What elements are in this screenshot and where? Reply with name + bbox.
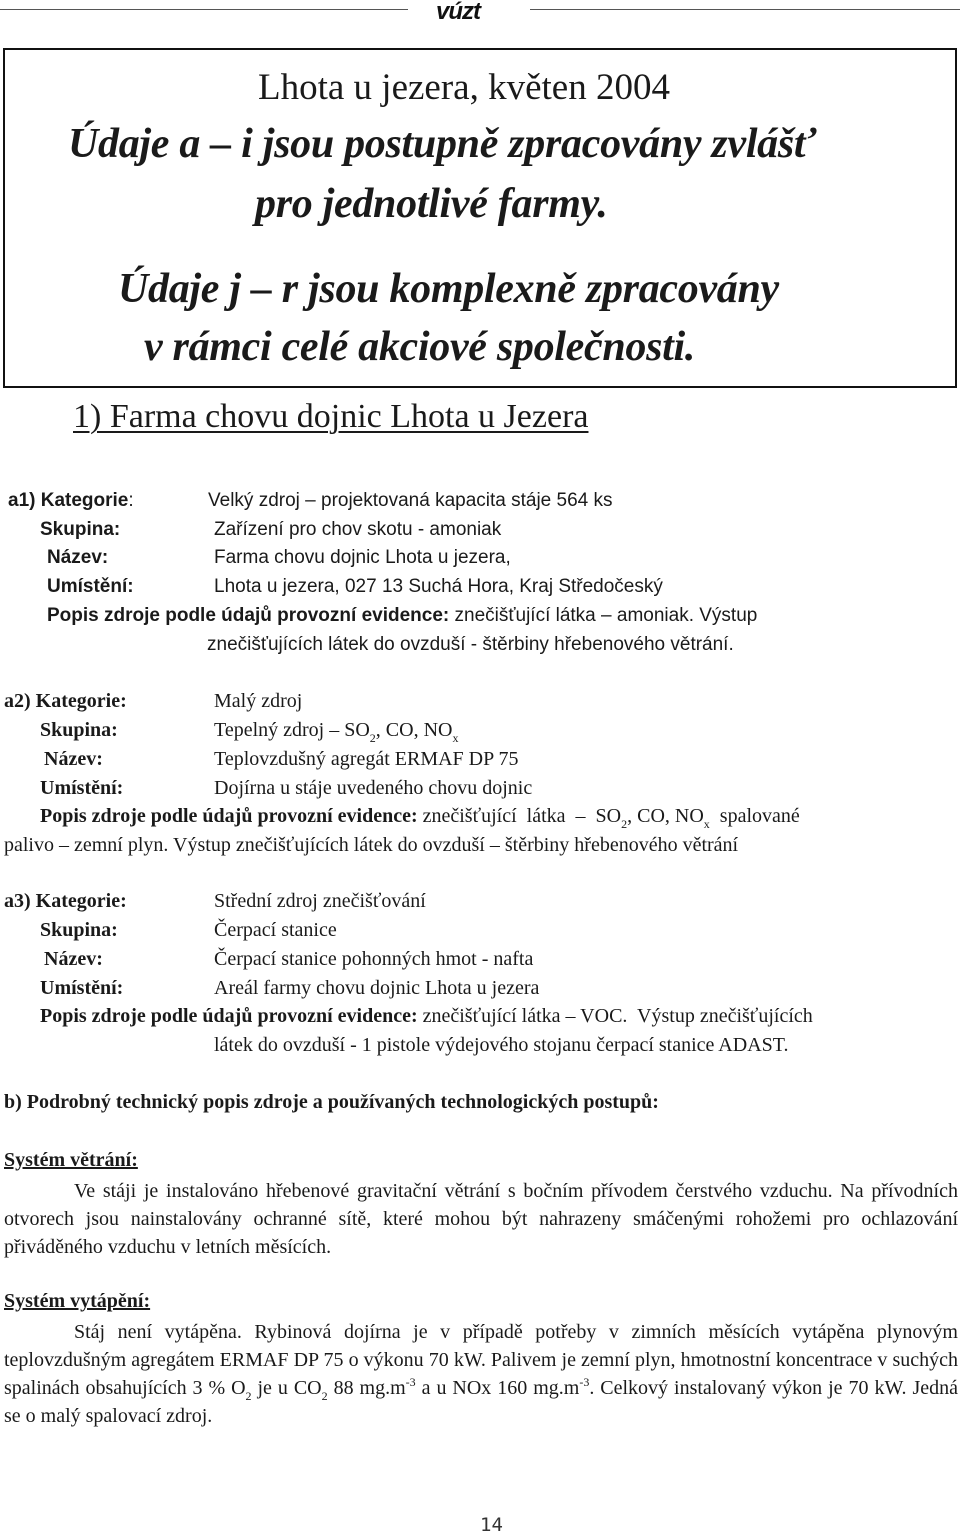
notice-line-1: Údaje a – i jsou postupně zpracovány zvlášť xyxy=(68,121,816,167)
farm-title: 1) Farma chovu dojnic Lhota u Jezera xyxy=(73,398,589,435)
vetrani-heading: Systém větrání: xyxy=(4,1149,138,1171)
a2-kategorie-label: a2) Kategorie: xyxy=(4,690,127,712)
notice-line-2: pro jednotlivé farmy. xyxy=(255,181,608,227)
vytapeni-heading: Systém vytápění: xyxy=(4,1290,151,1312)
a3-nazev-value: Čerpací stanice pohonných hmot - nafta xyxy=(214,948,534,970)
notice-line-3: Údaje j – r jsou komplexně zpracovány xyxy=(118,266,779,312)
notice-line-4: v rámci celé akciové společnosti. xyxy=(144,324,696,370)
a3-skupina-label: Skupina: xyxy=(40,919,118,941)
a1-umisteni-value: Lhota u jezera, 027 13 Suchá Hora, Kraj Středočeský xyxy=(214,576,663,597)
page-number: 14 xyxy=(480,1514,503,1536)
a1-nazev-label: Název: xyxy=(47,547,109,568)
a1-popis: Popis zdroje podle údajů provozní evidence: znečišťující látka – amoniak. Výstup xyxy=(47,605,758,626)
a1-skupina-label: Skupina: xyxy=(40,519,121,540)
a2-skupina-value: Tepelný zdroj – $SO_2$, CO, $NO_x$ xyxy=(214,719,459,745)
vetrani-text: Ve stáji je instalováno hřebenové gravitační větrání s bočním přívodem čerstvého vzduchu. Na přívodních otvorech jsou nainstalovány ochranné sítě, které mohou být nahrazeny smáčenými rohožemi pro ochlazování přiváděného vzduchu v letních měsících. xyxy=(4,1180,958,1258)
a3-nazev-label: Název: xyxy=(44,948,103,970)
a3-popis: Popis zdroje podle údajů provozní evidence: znečišťující látka – VOC. Výstup znečišťujících xyxy=(40,1005,813,1027)
a2-popis-line2: palivo – zemní plyn. Výstup znečišťujících látek do ovzduší – štěrbiny hřebenového větrání xyxy=(4,834,739,856)
section-b-heading: b) Podrobný technický popis zdroje a používaných technologických postupů: xyxy=(4,1091,659,1113)
a1-kategorie-value: Velký zdroj – projektovaná kapacita stáje 564 ks xyxy=(208,490,613,511)
a1-popis-line2: znečišťujících látek do ovzduší - štěrbiny hřebenového větrání. xyxy=(207,634,734,655)
a3-popis-line2: látek do ovzduší - 1 pistole výdejového stojanu čerpací stanice ADAST. xyxy=(214,1034,789,1056)
a2-umisteni-label: Umístění: xyxy=(40,777,124,799)
a2-nazev-value: Teplovzdušný agregát ERMAF DP 75 xyxy=(214,748,519,770)
header-rule-left xyxy=(0,9,408,10)
a3-umisteni-label: Umístění: xyxy=(40,977,124,999)
a2-kategorie-value: Malý zdroj xyxy=(214,690,303,712)
a3-kategorie-value: Střední zdroj znečišťování xyxy=(214,890,426,912)
a3-skupina-value: Čerpací stanice xyxy=(214,919,337,941)
vuzt-logo: vúzt xyxy=(436,0,480,25)
a3-umisteni-value: Areál farmy chovu dojnic Lhota u jezera xyxy=(214,977,540,999)
a1-kategorie-label: a1) Kategorie: xyxy=(8,490,134,511)
a3-kategorie-label: a3) Kategorie: xyxy=(4,890,127,912)
header-rule-right xyxy=(530,9,960,10)
a2-nazev-label: Název: xyxy=(44,748,103,770)
a1-skupina-value: Zařízení pro chov skotu - amoniak xyxy=(214,519,502,540)
a1-nazev-value: Farma chovu dojnic Lhota u jezera, xyxy=(214,547,511,568)
a2-umisteni-value: Dojírna u stáje uvedeného chovu dojnic xyxy=(214,777,533,799)
a2-popis: Popis zdroje podle údajů provozní evidence: znečišťující látka – $SO_2$, CO, $NO_x$ spalované xyxy=(40,805,800,831)
vytapeni-text: Stáj není vytápěna. Rybinová dojírna je v případě potřeby v zimních měsících vytápěna plynovým teplovzdušným agregátem ERMAF DP 75 o výkonu 70 kW. Palivem je zemní plyn, hmotnostní koncentrace v suchých spalinách obsahujících 3 % $O_2$ je u $CO_2$ 88 $mg.m^{-3}$ a u NOx 160 $mg.m^{-3}$. Celkový instalovaný výkon je 70 kW. Jedná se o malý spalovací zdroj. xyxy=(4,1321,959,1427)
notice-location: Lhota u jezera, květen 2004 xyxy=(258,67,670,108)
a2-skupina-label: Skupina: xyxy=(40,719,118,741)
a1-umisteni-label: Umístění: xyxy=(47,576,134,597)
